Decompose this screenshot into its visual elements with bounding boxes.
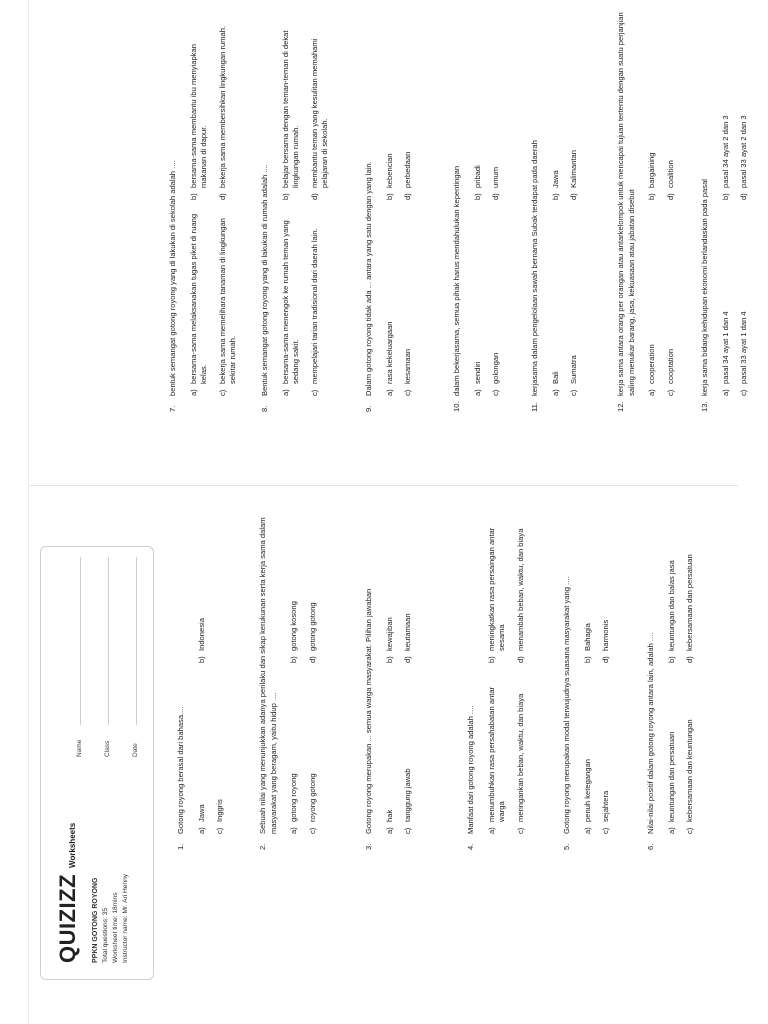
option-text: royong gotong (307, 773, 317, 822)
option-text: membantu teman yang kesulitan memahami pelajaran di sekolah. (309, 38, 329, 188)
option-letter: b) (196, 656, 206, 663)
option-letter: d) (403, 656, 412, 663)
question-10 (452, 12, 502, 412)
option-a[interactable] (289, 671, 300, 834)
question-1 (176, 500, 226, 850)
option-letter: d) (217, 193, 227, 200)
worksheet-header (40, 546, 154, 980)
question-text: kerjasama dalam pengelolaan sawah bernama Subak terdapat pada daerah (530, 140, 539, 396)
answer-options (385, 12, 414, 412)
answer-options (647, 12, 676, 412)
worksheet-meta (91, 874, 131, 963)
worksheet-time: Worksheet time: 18mins (112, 892, 119, 963)
right-column (0, 0, 768, 484)
option-a[interactable] (487, 671, 508, 834)
answer-options (487, 500, 527, 850)
option-text: Inggris (215, 799, 224, 822)
question-text: Bentuk semangat gotong royong yang di lakukan di rumah adalah .... (260, 164, 269, 396)
option-letter: c) (491, 389, 500, 396)
option-letter: a) (472, 389, 482, 396)
option-letter: c) (403, 827, 412, 834)
option-a[interactable] (197, 671, 208, 834)
option-text: sendiri (472, 361, 482, 384)
option-d[interactable] (666, 12, 677, 200)
option-d[interactable] (310, 12, 331, 200)
option-letter: c) (403, 389, 412, 396)
option-text: Bahagia (582, 623, 592, 651)
option-text: pasal 34 ayat 2 dan 3 (720, 115, 730, 188)
question-stem (616, 12, 637, 412)
option-text: kewajiban (384, 617, 394, 651)
option-letter: b) (472, 193, 482, 200)
option-letter: b) (666, 656, 676, 663)
option-a[interactable] (473, 208, 484, 396)
option-letter: d) (309, 193, 319, 200)
question-text: Sebuah nilai yang menunjukkan adanya perilaku dan sikap kerukunan serta kerja sama dalam masyarakat yang beragam, yaitu hidup .... (258, 517, 278, 834)
option-letter: c) (307, 827, 317, 834)
option-b[interactable] (551, 12, 562, 200)
answer-options (289, 500, 318, 850)
class-field[interactable]: Class (83, 557, 111, 757)
option-text: kesamaan (403, 348, 412, 384)
question-text: Manfaat dari gotong royong adalah .... (466, 705, 475, 834)
option-a[interactable] (721, 208, 732, 396)
question-text: bentuk semangat gotong royong yang di lakukan di sekolah adalah .... (168, 160, 177, 396)
left-column (0, 484, 768, 1024)
question-stem (260, 12, 271, 412)
option-text: menumbuhkan rasa persahabatan antar warga (486, 686, 506, 822)
option-text: bekerja sama memelihara tanaman di lingkungan sekitar rumah. (217, 218, 237, 384)
option-b[interactable] (473, 12, 484, 200)
option-c[interactable] (491, 208, 502, 396)
option-b[interactable] (289, 500, 300, 663)
question-stem (168, 12, 179, 412)
option-b[interactable] (197, 500, 208, 663)
option-text: Sumatra (569, 355, 578, 384)
option-letter: d) (491, 193, 500, 200)
question-stem (646, 500, 657, 850)
answer-options (721, 12, 750, 412)
option-text: Jawa (196, 804, 206, 822)
option-letter: c) (309, 389, 319, 396)
option-c[interactable] (516, 671, 527, 834)
option-letter: b) (384, 193, 394, 200)
answer-options (385, 500, 414, 850)
option-text: gotong gotong (307, 602, 317, 651)
option-letter: a) (188, 389, 198, 396)
option-text: kebencian (384, 153, 394, 188)
option-text: keuntungan dan balas jasa (666, 560, 676, 651)
option-text: belajar bersama dengan teman-teman di dekat lingkungan rumah. (280, 30, 300, 188)
question-text: Gotong royong berasal dari bahasa.... (176, 706, 185, 834)
answer-options (583, 500, 612, 850)
student-fields (55, 557, 139, 757)
question-number: 12. (616, 401, 625, 412)
question-stem (364, 12, 375, 412)
option-text: tanggung jawab (403, 768, 412, 822)
option-letter: b) (280, 193, 290, 200)
option-text: perbedaan (403, 151, 412, 188)
option-text: golongan (491, 352, 500, 384)
option-text: keuntungan dan persatuan (666, 731, 676, 822)
question-number: 7. (168, 405, 177, 412)
option-a[interactable] (583, 671, 594, 834)
option-letter: a) (486, 827, 496, 834)
question-number: 10. (452, 401, 461, 412)
option-letter: c) (515, 827, 525, 834)
question-text: Gotong royong merupakan ... semua warga masyarakat. Pilihan jawaban (364, 588, 373, 834)
option-b[interactable] (583, 500, 594, 663)
option-text: keutamaan (403, 613, 412, 651)
option-text: Bali (550, 371, 560, 384)
option-b[interactable] (385, 500, 396, 663)
option-text: cooptation (665, 348, 675, 384)
answer-options (473, 12, 502, 412)
question-11 (530, 12, 580, 412)
option-b[interactable] (647, 12, 658, 200)
option-b[interactable] (667, 500, 678, 663)
option-letter: a) (647, 389, 656, 396)
question-5 (562, 500, 612, 850)
option-b[interactable] (487, 500, 508, 663)
option-text: pribadi (472, 165, 482, 188)
question-stem (176, 500, 187, 850)
question-stem (364, 500, 375, 850)
logo-text: QUIZIZZ (55, 873, 80, 963)
option-text: coalition (665, 160, 675, 188)
option-c[interactable] (308, 671, 319, 834)
option-text: kebersamaan dan keuntungan (685, 719, 694, 822)
question-stem (562, 500, 573, 850)
option-a[interactable] (385, 208, 396, 396)
question-8 (260, 12, 331, 412)
option-letter: b) (582, 656, 592, 663)
option-d[interactable] (685, 500, 696, 663)
question-text: Dalam gotong royong tidak ada ... antara yang satu dengan yang lain. (364, 161, 373, 396)
option-letter: c) (569, 389, 578, 396)
name-field[interactable]: Name (55, 557, 83, 757)
option-text: mempelajari tarian tradisional dari daerah lain. (309, 228, 319, 384)
question-2 (258, 500, 318, 850)
question-text: Gotong royong merupakan modal terwujudnya suasana masyarakat yang .... (562, 576, 571, 834)
option-text: bargaining (647, 152, 656, 188)
question-7 (168, 12, 239, 412)
option-c[interactable] (215, 671, 226, 834)
option-letter: d) (569, 193, 578, 200)
option-letter: d) (665, 193, 675, 200)
option-text: pasal 33 ayat 1 dan 4 (739, 311, 748, 384)
answer-options (551, 12, 580, 412)
option-text: rasa kekeluargaan (384, 321, 394, 384)
logo-sub: Worksheets (68, 822, 77, 868)
option-d[interactable] (601, 500, 612, 663)
option-text: pasal 34 ayat 1 dan 4 (720, 311, 730, 384)
option-a[interactable] (281, 208, 302, 396)
question-stem (452, 12, 463, 412)
option-letter: d) (739, 193, 748, 200)
option-letter: d) (515, 656, 525, 663)
option-letter: b) (188, 193, 198, 200)
option-letter: a) (289, 827, 298, 834)
option-letter: c) (739, 389, 748, 396)
question-number: 8. (260, 405, 269, 412)
option-text: Indonesia (196, 618, 206, 651)
option-text: Kalimantan (569, 150, 578, 188)
option-d[interactable] (403, 500, 414, 663)
option-d[interactable] (569, 12, 580, 200)
question-text: kerja sama antara orang per orangan atau antarkelompok untuk mencapai tujuan tertentu dengan suatu perjanjian saling menukar barang, jasa, kekuasaan atau jabatan disebut (616, 12, 636, 396)
option-text: gotong kosong (289, 601, 298, 651)
option-c[interactable] (601, 671, 612, 834)
option-d[interactable] (491, 12, 502, 200)
question-stem (466, 500, 477, 850)
option-letter: a) (280, 389, 290, 396)
question-stem (258, 500, 279, 850)
option-text: penuh ketegangan (582, 759, 592, 822)
answer-options (197, 500, 226, 850)
option-letter: d) (307, 656, 317, 663)
option-letter: a) (666, 827, 676, 834)
option-letter: c) (217, 389, 227, 396)
option-text: umum (491, 166, 500, 188)
option-text: harmonis (601, 619, 610, 651)
question-9 (364, 12, 414, 412)
option-d[interactable] (308, 500, 319, 663)
option-c[interactable] (685, 671, 696, 834)
option-a[interactable] (385, 671, 396, 834)
answer-options (281, 12, 331, 412)
option-d[interactable] (218, 12, 239, 200)
option-b[interactable] (189, 12, 210, 200)
question-6 (646, 500, 696, 850)
option-letter: a) (196, 827, 206, 834)
option-text: bekerja sama membersihkan lingkungan rumah. (217, 25, 227, 188)
option-d[interactable] (516, 500, 527, 663)
option-b[interactable] (385, 12, 396, 200)
question-number: 2. (258, 843, 267, 850)
option-letter: b) (486, 656, 496, 663)
question-4 (466, 500, 526, 850)
instructor-name: Instructor name: Mr. Ari Henny (122, 873, 129, 963)
option-letter: c) (665, 389, 675, 396)
question-number: 9. (364, 405, 373, 412)
worksheet-title: PPKN GOTONG ROYONG (92, 877, 99, 963)
option-letter: d) (685, 656, 694, 663)
option-d[interactable] (739, 12, 750, 200)
option-text: sejahtera (601, 790, 610, 822)
question-text: dalam bekerjasama, semua pihak harus mendahulukan kepentingan (452, 165, 461, 396)
option-letter: c) (685, 827, 694, 834)
option-letter: b) (647, 193, 656, 200)
date-field[interactable]: Date (111, 557, 139, 757)
option-text: bersama-sama menengok ke rumah teman yang sedang sakit. (280, 220, 300, 384)
question-number: 5. (562, 843, 571, 850)
option-c[interactable] (739, 208, 750, 396)
option-letter: a) (720, 389, 730, 396)
option-c[interactable] (218, 208, 239, 396)
option-text: cooperation (647, 344, 656, 384)
option-a[interactable] (551, 208, 562, 396)
option-letter: b) (384, 656, 394, 663)
option-text: meningkatkan rasa persaingan antar sesama (486, 527, 506, 651)
question-text: Nilai-nilai positif dalam gotong royong antara lain, adalah .... (646, 632, 655, 834)
option-a[interactable] (647, 208, 658, 396)
option-text: pasal 33 ayat 2 dan 3 (739, 115, 748, 188)
quizizz-logo (55, 823, 81, 963)
option-c[interactable] (403, 671, 414, 834)
question-number: 4. (466, 843, 475, 850)
option-text: menambah beban, waktu, dan biaya (515, 528, 525, 651)
option-text: hak (384, 809, 394, 822)
option-text: kebersamaan dan persatuan (685, 554, 694, 651)
question-12 (616, 12, 676, 412)
option-text: bersama-sama melaksanakan tugas piket di ruang kelas. (188, 213, 208, 384)
question-stem (530, 12, 541, 412)
option-letter: a) (582, 827, 592, 834)
question-3 (364, 500, 414, 850)
question-number: 13. (700, 401, 709, 412)
question-number: 3. (364, 843, 373, 850)
option-b[interactable] (721, 12, 732, 200)
option-letter: d) (601, 656, 610, 663)
option-text: meringankan beban, waktu, dan biaya (515, 693, 525, 822)
option-c[interactable] (666, 208, 677, 396)
option-letter: b) (550, 193, 560, 200)
option-a[interactable] (189, 208, 210, 396)
option-text: Jawa (550, 170, 560, 188)
total-questions: Total questions: 35 (102, 908, 109, 963)
option-letter: a) (384, 389, 394, 396)
option-letter: c) (215, 827, 224, 834)
option-text: gotong royong (289, 773, 298, 822)
answer-options (667, 500, 696, 850)
question-number: 6. (646, 843, 655, 850)
question-13 (700, 12, 750, 412)
option-letter: d) (403, 193, 412, 200)
option-c[interactable] (310, 208, 331, 396)
option-letter: a) (550, 389, 560, 396)
question-text: kerja sama bidang kehidupan ekonomi berlandaskan pada pasal (700, 179, 709, 396)
option-d[interactable] (403, 12, 414, 200)
option-text: bersama-sama membantu ibu menyiapkan makanan di dapur. (188, 44, 208, 188)
question-stem (700, 12, 711, 412)
option-c[interactable] (569, 208, 580, 396)
question-number: 11. (530, 402, 539, 412)
option-b[interactable] (281, 12, 302, 200)
option-c[interactable] (403, 208, 414, 396)
option-letter: c) (601, 827, 610, 834)
option-letter: a) (384, 827, 394, 834)
answer-options (189, 12, 239, 412)
option-letter: b) (720, 193, 730, 200)
option-a[interactable] (667, 671, 678, 834)
question-number: 1. (176, 843, 185, 850)
option-letter: b) (289, 656, 298, 663)
